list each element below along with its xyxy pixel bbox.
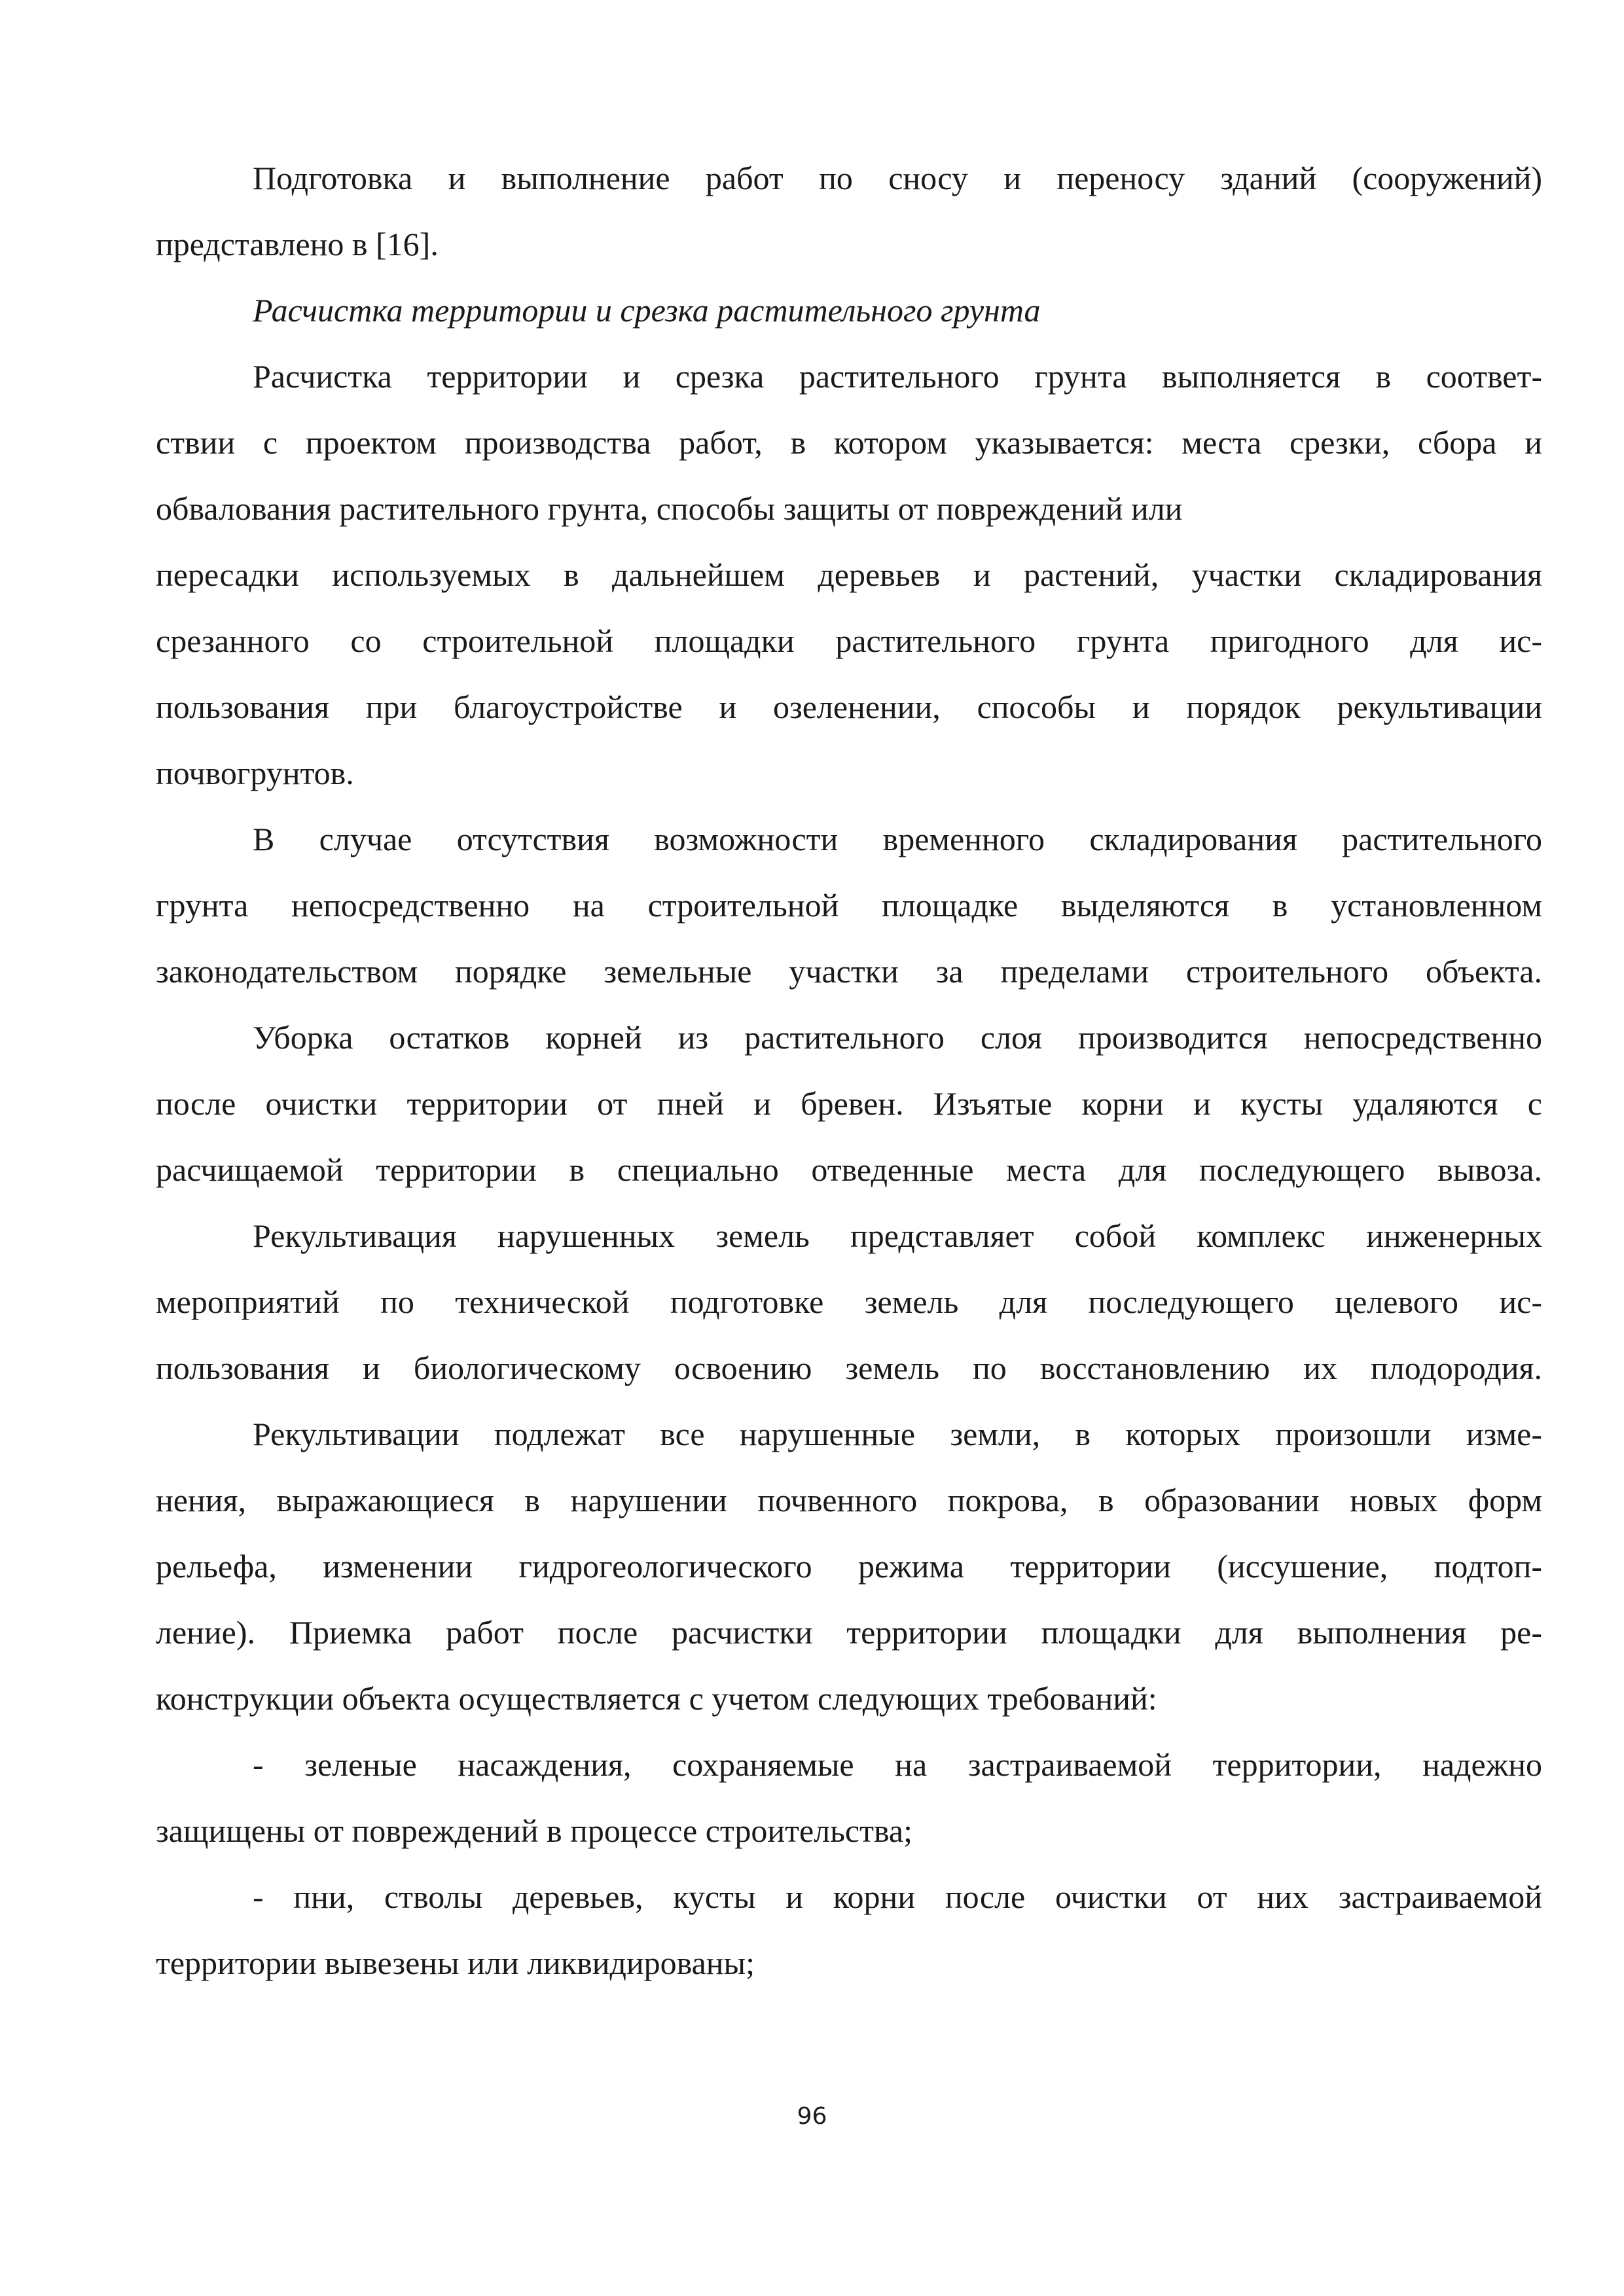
paragraph-line: рельефа, изменении гидрогеологического режима территории (иссушение, подтоп- — [156, 1548, 1542, 1585]
paragraph-line: ление). Приемка работ после расчистки территории площадки для выполнения ре- — [156, 1614, 1542, 1651]
paragraph-line: грунта непосредственно на строительной площадке выделяются в установленном — [156, 887, 1542, 924]
section-heading: Расчистка территории и срезка растительного грунта — [253, 292, 1041, 329]
list-item-line: - пни, стволы деревьев, кусты и корни после очистки от них застраиваемой — [253, 1878, 1542, 1915]
page-number: 96 — [797, 2103, 827, 2130]
paragraph-line: пересадки используемых в дальнейшем деревьев и растений, участки складирования — [156, 556, 1542, 593]
paragraph-line: срезанного со строительной площадки растительного грунта пригодного для ис- — [156, 622, 1542, 659]
paragraph-line: после очистки территории от пней и бревен. Изъятые корни и кусты удаляются с — [156, 1085, 1542, 1122]
paragraph-line: представлено в [16]. — [156, 226, 439, 262]
paragraph-line: конструкции объекта осуществляется с учетом следующих требований: — [156, 1680, 1157, 1717]
list-item-line: - зеленые насаждения, сохраняемые на застраиваемой территории, надежно — [253, 1746, 1542, 1783]
paragraph-line: почвогрунтов. — [156, 755, 354, 791]
paragraph-line: обвалования растительного грунта, способы защиты от повреждений или — [156, 490, 1183, 527]
paragraph-line: Расчистка территории и срезка растительного грунта выполняется в соответ- — [253, 358, 1542, 395]
body-text — [156, 145, 1542, 1996]
list-item-line: защищены от повреждений в процессе строительства; — [156, 1812, 912, 1849]
paragraph-line: законодательством порядке земельные участки за пределами строительного объекта. — [156, 953, 1542, 990]
paragraph-line: Уборка остатков корней из растительного слоя производится непосредственно — [253, 1019, 1542, 1056]
paragraph-line: пользования при благоустройстве и озеленении, способы и порядок рекультивации — [156, 689, 1542, 725]
paragraph-line: Рекультивация нарушенных земель представляет собой комплекс инженерных — [253, 1217, 1542, 1254]
paragraph-line: расчищаемой территории в специально отведенные места для последующего вывоза. — [156, 1151, 1542, 1188]
paragraph-line: Подготовка и выполнение работ по сносу и переносу зданий (сооружений) — [253, 160, 1542, 196]
list-item-line: территории вывезены или ликвидированы; — [156, 1945, 755, 1981]
paragraph-line: В случае отсутствия возможности временного складирования растительного — [253, 821, 1542, 857]
paragraph-line: пользования и биологическому освоению земель по восстановлению их плодородия. — [156, 1350, 1542, 1386]
paragraph-line: мероприятий по технической подготовке земель для последующего целевого ис- — [156, 1283, 1542, 1320]
paragraph-line: Рекультивации подлежат все нарушенные земли, в которых произошли изме- — [253, 1416, 1542, 1452]
paragraph-line: нения, выражающиеся в нарушении почвенного покрова, в образовании новых форм — [156, 1482, 1542, 1518]
paragraph-line: ствии с проектом производства работ, в котором указывается: места срезки, сбора и — [156, 424, 1542, 461]
